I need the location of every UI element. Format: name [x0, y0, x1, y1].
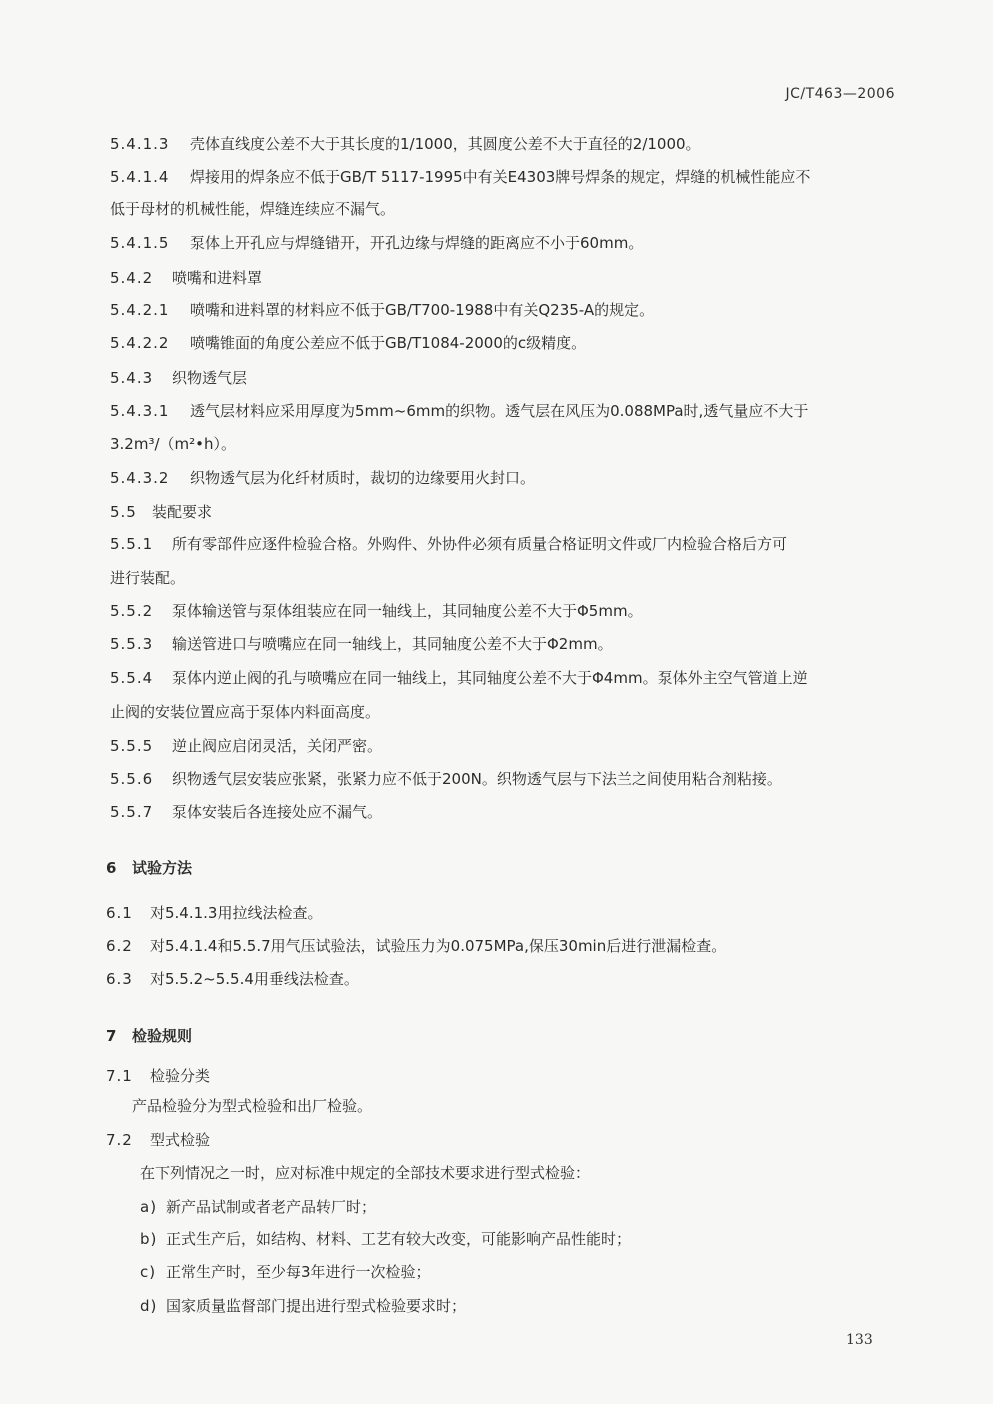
clause-text: 试验方法: [132, 859, 193, 877]
clause-number: 6.3: [106, 970, 133, 988]
clause-text: 所有零部件应逐件检验合格。外购件、外协件必须有质量合格证明文件或厂内检验合格后方可: [172, 535, 788, 553]
clause-text: 装配要求: [152, 503, 213, 521]
clause-text: 进行装配。: [110, 569, 186, 587]
clause-text: 正式生产后，如结构、材料、工艺有较大改变，可能影响产品性能时；: [166, 1230, 632, 1248]
clause-text: 逆止阀应启闭灵活，关闭严密。: [172, 737, 383, 755]
clause-number: 5.4.1.4: [110, 168, 170, 186]
clause-number: 5.5.3: [110, 635, 154, 653]
clause-text: 对5.4.1.4和5.5.7用气压试验法，试验压力为0.075MPa,保压30min后进行泄漏检查。: [150, 937, 727, 955]
clause-number: 5.5.7: [110, 803, 154, 821]
clause-number: 5.5.4: [110, 669, 154, 687]
clause-text: 低于母材的机械性能，焊缝连续应不漏气。: [110, 200, 396, 218]
clause-number: 5.4.3: [110, 369, 154, 387]
clause-text: 检验分类: [150, 1067, 211, 1085]
clause-text: 喷嘴和进料罩: [172, 269, 263, 287]
clause-number: 5.5.2: [110, 602, 154, 620]
clause-number: 7.2: [106, 1131, 133, 1149]
clause-number: 6.1: [106, 904, 133, 922]
clause-text: 产品检验分为型式检验和出厂检验。: [132, 1097, 373, 1115]
clause-number: b): [140, 1230, 158, 1248]
clause-text: 喷嘴锥面的角度公差应不低于GB/T1084-2000的c级精度。: [190, 334, 587, 352]
clause-number: 6: [106, 859, 118, 877]
clause-number: 7: [106, 1027, 118, 1045]
clause-text: 检验规则: [132, 1027, 193, 1045]
clause-text: 在下列情况之一时，应对标准中规定的全部技术要求进行型式检验：: [140, 1164, 591, 1182]
clause-number: 5.4.2: [110, 269, 154, 287]
clause-text: 新产品试制或者老产品转厂时；: [166, 1198, 377, 1216]
clause-text: 喷嘴和进料罩的材料应不低于GB/T700-1988中有关Q235-A的规定。: [190, 301, 655, 319]
clause-text: 国家质量监督部门提出进行型式检验要求时；: [166, 1297, 467, 1315]
clause-number: 5.4.2.2: [110, 334, 170, 352]
clause-text: 泵体内逆止阀的孔与喷嘴应在同一轴线上，其同轴度公差不大于Φ4mm。泵体外主空气管道上逆: [172, 669, 808, 687]
clause-text: 焊接用的焊条应不低于GB/T 5117-1995中有关E4303牌号焊条的规定，焊缝的机械性能应不: [190, 168, 811, 186]
clause-text: 泵体安装后各连接处应不漏气。: [172, 803, 383, 821]
clause-number: 7.1: [106, 1067, 133, 1085]
clause-number: 5.5.6: [110, 770, 154, 788]
clause-text: 型式检验: [150, 1131, 211, 1149]
clause-text: 壳体直线度公差不大于其长度的1/1000，其圆度公差不大于直径的2/1000。: [190, 135, 701, 153]
clause-text: 正常生产时，至少每3年进行一次检验；: [166, 1263, 431, 1281]
page-number: 133: [846, 1332, 873, 1348]
clause-text: 输送管进口与喷嘴应在同一轴线上，其同轴度公差不大于Φ2mm。: [172, 635, 613, 653]
clause-text: 止阀的安装位置应高于泵体内料面高度。: [110, 703, 381, 721]
clause-number: c): [140, 1263, 157, 1281]
clause-text: 透气层材料应采用厚度为5mm~6mm的织物。透气层在风压为0.088MPa时,透气量应不大于: [190, 402, 809, 420]
clause-number: 5.5.5: [110, 737, 154, 755]
clause-text: 对5.5.2~5.5.4用垂线法检查。: [150, 970, 359, 988]
clause-number: a): [140, 1198, 158, 1216]
clause-number: 6.2: [106, 937, 133, 955]
clause-text: 泵体上开孔应与焊缝错开，开孔边缘与焊缝的距离应不小于60mm。: [190, 234, 644, 252]
clause-number: 5.5.1: [110, 535, 154, 553]
clause-text: 织物透气层: [172, 369, 248, 387]
clause-text: 织物透气层安装应张紧，张紧力应不低于200N。织物透气层与下法兰之间使用粘合剂粘接。: [172, 770, 782, 788]
clause-number: 5.4.1.5: [110, 234, 170, 252]
clause-text: 织物透气层为化纤材质时，裁切的边缘要用火封口。: [190, 469, 536, 487]
document-code: JC/T463—2006: [785, 86, 895, 102]
clause-number: 5.4.1.3: [110, 135, 170, 153]
clause-number: 5.4.3.1: [110, 402, 170, 420]
clause-number: 5.4.2.1: [110, 301, 170, 319]
clause-number: 5.4.3.2: [110, 469, 170, 487]
clause-text: 3.2m³/（m²•h）。: [110, 435, 237, 453]
clause-number: d): [140, 1297, 158, 1315]
clause-text: 对5.4.1.3用拉线法检查。: [150, 904, 323, 922]
clause-text: 泵体输送管与泵体组装应在同一轴线上，其同轴度公差不大于Φ5mm。: [172, 602, 643, 620]
clause-number: 5.5: [110, 503, 137, 521]
